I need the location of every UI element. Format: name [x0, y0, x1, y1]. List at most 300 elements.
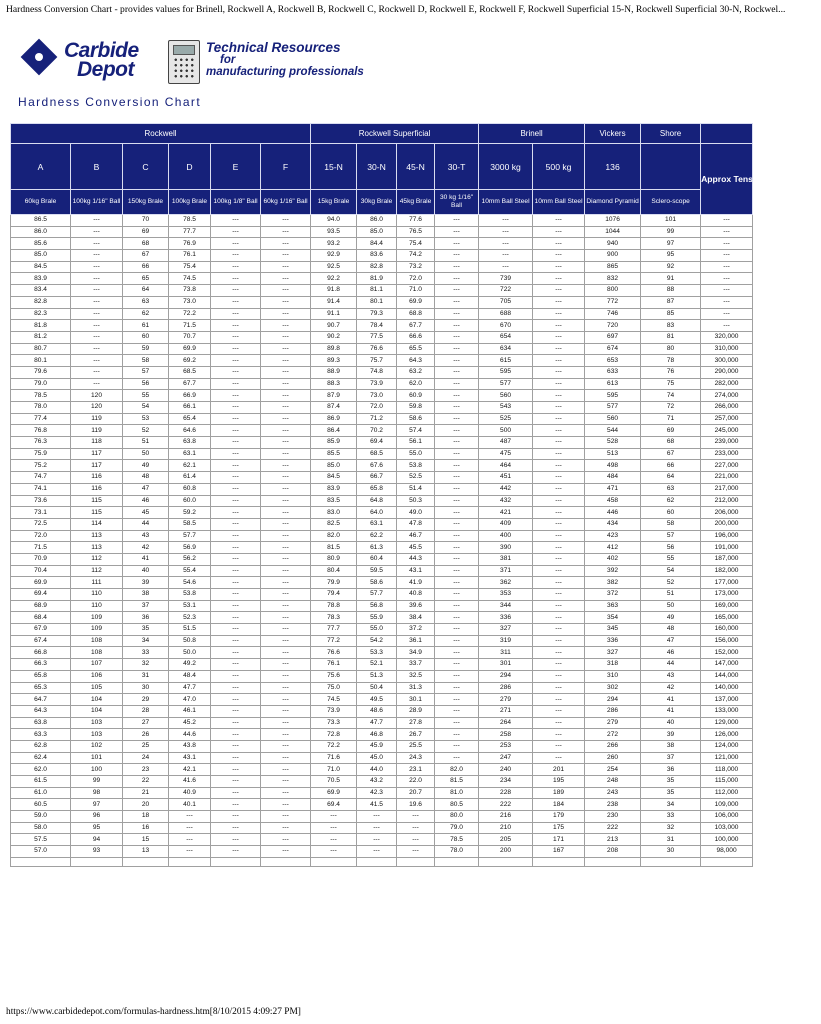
table-cell: --- — [71, 273, 123, 285]
table-cell: --- — [261, 215, 311, 227]
table-cell: 40.9 — [169, 787, 211, 799]
table-cell: --- — [261, 331, 311, 343]
table-cell: 92 — [641, 261, 701, 273]
table-cell: 75.4 — [169, 261, 211, 273]
table-cell: 104 — [71, 705, 123, 717]
table-cell: --- — [261, 647, 311, 659]
table-cell: --- — [435, 238, 479, 250]
scale-header: 3000 kg — [479, 144, 533, 190]
table-cell: --- — [701, 320, 753, 332]
table-cell: 458 — [585, 495, 641, 507]
table-cell: --- — [261, 834, 311, 846]
table-cell: --- — [261, 530, 311, 542]
table-cell: 108 — [71, 635, 123, 647]
table-row — [11, 366, 753, 378]
table-cell: 66 — [123, 261, 169, 273]
table-cell: 93.5 — [311, 226, 357, 238]
technical-resources-banner[interactable] — [206, 42, 364, 78]
table-cell: 86.9 — [311, 413, 357, 425]
table-cell: 62.4 — [11, 752, 71, 764]
table-cell: 66.3 — [11, 659, 71, 671]
table-cell: --- — [435, 624, 479, 636]
table-cell: 336 — [479, 612, 533, 624]
table-cell: 83.0 — [311, 507, 357, 519]
table-cell: 71.2 — [357, 413, 397, 425]
table-cell: --- — [71, 250, 123, 262]
table-cell: --- — [211, 612, 261, 624]
table-cell: 26 — [123, 729, 169, 741]
table-row — [11, 577, 753, 589]
table-cell: 83 — [641, 320, 701, 332]
table-cell: --- — [261, 705, 311, 717]
table-cell: 423 — [585, 530, 641, 542]
table-cell: 103 — [71, 717, 123, 729]
table-cell: --- — [435, 612, 479, 624]
table-cell: 282,000 — [701, 378, 753, 390]
table-cell: 32.5 — [397, 670, 435, 682]
table-cell: 46.1 — [169, 705, 211, 717]
table-cell: 87.4 — [311, 402, 357, 414]
table-cell: 227,000 — [701, 460, 753, 472]
table-cell: 77.7 — [169, 226, 211, 238]
table-cell: 243 — [585, 787, 641, 799]
table-cell: 363 — [585, 600, 641, 612]
scale-header: E — [211, 144, 261, 190]
table-cell: --- — [261, 507, 311, 519]
detail-header: 100kg Brale — [169, 190, 211, 215]
table-cell: 167 — [533, 846, 585, 858]
tensile-strength-header: Approx Tensile Strength (psi) — [701, 144, 753, 215]
table-cell: 45.9 — [357, 740, 397, 752]
table-cell: 228 — [479, 787, 533, 799]
table-cell-blank — [397, 857, 435, 866]
table-row — [11, 425, 753, 437]
table-cell: 217,000 — [701, 483, 753, 495]
table-cell: --- — [533, 250, 585, 262]
table-cell: 83.9 — [11, 273, 71, 285]
table-cell: 52 — [123, 425, 169, 437]
table-cell: 56 — [641, 542, 701, 554]
table-cell: --- — [435, 600, 479, 612]
table-cell: 31 — [123, 670, 169, 682]
table-cell: 82.5 — [311, 518, 357, 530]
table-cell: 46.7 — [397, 530, 435, 542]
table-cell: 48.6 — [357, 705, 397, 717]
table-cell: 133,000 — [701, 705, 753, 717]
table-cell: 111 — [71, 577, 123, 589]
table-cell: --- — [533, 577, 585, 589]
table-cell: 73.9 — [311, 705, 357, 717]
table-cell: --- — [435, 390, 479, 402]
table-cell: --- — [211, 366, 261, 378]
table-row — [11, 238, 753, 250]
table-cell: 47.7 — [169, 682, 211, 694]
table-cell: 254 — [585, 764, 641, 776]
table-cell: 434 — [585, 518, 641, 530]
table-cell: 77.5 — [357, 331, 397, 343]
table-cell: --- — [211, 600, 261, 612]
table-cell: --- — [533, 530, 585, 542]
table-cell: 45 — [123, 507, 169, 519]
table-cell: 82.0 — [435, 764, 479, 776]
table-cell: --- — [533, 565, 585, 577]
table-cell: 85.5 — [311, 448, 357, 460]
table-row — [11, 355, 753, 367]
table-cell: 86.0 — [357, 215, 397, 227]
table-cell: 865 — [585, 261, 641, 273]
table-cell: 60.0 — [169, 495, 211, 507]
table-cell: --- — [261, 682, 311, 694]
detail-header: 60kg Brale — [11, 190, 71, 215]
page-footer-url[interactable]: https://www.carbidedepot.com/formulas-hardness.htm[8/10/2015 4:09:27 PM] — [6, 1007, 301, 1017]
table-cell: 484 — [585, 472, 641, 484]
table-cell: 94.0 — [311, 215, 357, 227]
table-cell: 238 — [585, 799, 641, 811]
table-cell: --- — [435, 226, 479, 238]
group-header-rockwell: Rockwell — [11, 124, 311, 144]
table-cell: 22 — [123, 776, 169, 788]
table-cell: 86.0 — [11, 226, 71, 238]
table-cell: --- — [435, 448, 479, 460]
table-cell: --- — [479, 215, 533, 227]
table-cell: 84.5 — [311, 472, 357, 484]
table-cell: 560 — [479, 390, 533, 402]
table-cell: --- — [533, 308, 585, 320]
scale-header: F — [261, 144, 311, 190]
table-cell: --- — [211, 448, 261, 460]
table-cell: 41.9 — [397, 577, 435, 589]
table-cell: 327 — [479, 624, 533, 636]
table-cell: 66.6 — [397, 331, 435, 343]
table-cell: 75.2 — [11, 460, 71, 472]
table-cell: 63.2 — [397, 366, 435, 378]
table-cell: --- — [261, 822, 311, 834]
table-cell: 49.5 — [357, 694, 397, 706]
table-cell: 110 — [71, 600, 123, 612]
table-cell: 234 — [479, 776, 533, 788]
table-cell: --- — [261, 402, 311, 414]
table-cell: --- — [261, 729, 311, 741]
table-cell: --- — [211, 822, 261, 834]
table-cell: 66.9 — [169, 390, 211, 402]
table-cell: --- — [435, 752, 479, 764]
table-cell: 475 — [479, 448, 533, 460]
table-row — [11, 553, 753, 565]
table-cell: --- — [211, 331, 261, 343]
table-cell: 44 — [123, 518, 169, 530]
table-cell: 49.0 — [397, 507, 435, 519]
table-row — [11, 624, 753, 636]
table-cell: --- — [211, 764, 261, 776]
table-cell: 33.7 — [397, 659, 435, 671]
table-cell: --- — [533, 366, 585, 378]
table-cell: 77.4 — [11, 413, 71, 425]
table-cell-blank — [311, 857, 357, 866]
table-row — [11, 705, 753, 717]
table-cell: --- — [357, 822, 397, 834]
table-row — [11, 285, 753, 297]
table-row — [11, 472, 753, 484]
table-cell: 72.5 — [11, 518, 71, 530]
table-cell: 353 — [479, 589, 533, 601]
table-cell: 38.4 — [397, 612, 435, 624]
table-cell: --- — [211, 694, 261, 706]
table-cell: 36.1 — [397, 635, 435, 647]
table-cell: 165,000 — [701, 612, 753, 624]
table-cell: 85.9 — [311, 437, 357, 449]
table-cell: 200 — [479, 846, 533, 858]
table-cell: 101 — [71, 752, 123, 764]
table-cell: 32 — [641, 822, 701, 834]
table-cell: --- — [435, 705, 479, 717]
table-cell: 51.5 — [169, 624, 211, 636]
table-cell: 179 — [533, 811, 585, 823]
table-cell: --- — [435, 472, 479, 484]
table-cell: --- — [261, 600, 311, 612]
table-cell: --- — [533, 705, 585, 717]
table-cell: 108 — [71, 647, 123, 659]
table-cell: --- — [701, 261, 753, 273]
table-cell-blank — [641, 857, 701, 866]
table-cell: 88.9 — [311, 366, 357, 378]
table-cell: 52.1 — [357, 659, 397, 671]
table-cell-blank — [11, 857, 71, 866]
table-cell: 112,000 — [701, 787, 753, 799]
detail-header: Diamond Pyramid — [585, 190, 641, 215]
table-cell: --- — [533, 261, 585, 273]
table-cell: 110 — [71, 589, 123, 601]
table-cell: 84.5 — [11, 261, 71, 273]
table-cell: --- — [479, 226, 533, 238]
table-cell: 49.2 — [169, 659, 211, 671]
table-cell: 121,000 — [701, 752, 753, 764]
table-cell: 371 — [479, 565, 533, 577]
table-cell: 67.4 — [11, 635, 71, 647]
table-cell: --- — [211, 483, 261, 495]
table-cell: 67 — [641, 448, 701, 460]
table-cell: --- — [701, 215, 753, 227]
table-row — [11, 273, 753, 285]
table-cell: 258 — [479, 729, 533, 741]
table-cell: 79.9 — [311, 577, 357, 589]
table-cell: --- — [211, 565, 261, 577]
table-row — [11, 635, 753, 647]
table-cell: 64.3 — [397, 355, 435, 367]
table-cell: 1044 — [585, 226, 641, 238]
table-cell: 109 — [71, 624, 123, 636]
table-cell: 286 — [585, 705, 641, 717]
table-row — [11, 507, 753, 519]
table-cell: 42.3 — [357, 787, 397, 799]
table-cell: --- — [211, 308, 261, 320]
table-cell: 72 — [641, 402, 701, 414]
table-cell: 120 — [71, 402, 123, 414]
table-cell: 212,000 — [701, 495, 753, 507]
table-cell: 81.5 — [311, 542, 357, 554]
table-cell: --- — [533, 285, 585, 297]
table-cell: --- — [261, 635, 311, 647]
table-cell: --- — [533, 355, 585, 367]
table-row — [11, 752, 753, 764]
table-cell: 222 — [585, 822, 641, 834]
table-cell: --- — [211, 705, 261, 717]
table-cell: 35 — [641, 787, 701, 799]
table-cell: --- — [533, 402, 585, 414]
detail-header: 30 kg 1/16" Ball — [435, 190, 479, 215]
table-cell: 670 — [479, 320, 533, 332]
scale-header: B — [71, 144, 123, 190]
table-row — [11, 764, 753, 776]
table-cell: --- — [533, 460, 585, 472]
table-cell: --- — [479, 238, 533, 250]
table-cell: 73.9 — [357, 378, 397, 390]
table-cell: 80 — [641, 343, 701, 355]
table-cell: --- — [211, 542, 261, 554]
table-cell: 543 — [479, 402, 533, 414]
table-cell: 68.8 — [397, 308, 435, 320]
table-cell: 75.6 — [311, 670, 357, 682]
table-cell: --- — [71, 285, 123, 297]
table-cell: --- — [479, 250, 533, 262]
table-cell: --- — [71, 226, 123, 238]
table-row — [11, 811, 753, 823]
table-cell: --- — [211, 285, 261, 297]
table-cell: 68 — [641, 437, 701, 449]
table-cell: 187,000 — [701, 553, 753, 565]
table-cell: --- — [357, 811, 397, 823]
table-cell: 58.6 — [357, 577, 397, 589]
table-cell: 400 — [479, 530, 533, 542]
table-cell: 40 — [641, 717, 701, 729]
table-cell: 76.5 — [397, 226, 435, 238]
table-cell: 279 — [585, 717, 641, 729]
table-cell: --- — [533, 553, 585, 565]
table-cell: 66.7 — [357, 472, 397, 484]
table-cell: 222 — [479, 799, 533, 811]
table-cell: 62 — [641, 495, 701, 507]
table-cell: 345 — [585, 624, 641, 636]
carbide-depot-logo[interactable] — [24, 40, 174, 80]
table-cell: --- — [533, 320, 585, 332]
table-cell: 78.0 — [435, 846, 479, 858]
table-cell: 103,000 — [701, 822, 753, 834]
table-cell: 73.8 — [169, 285, 211, 297]
table-cell: 101 — [641, 215, 701, 227]
table-cell: 279 — [479, 694, 533, 706]
table-cell: 113 — [71, 542, 123, 554]
table-cell: 260 — [585, 752, 641, 764]
table-cell: 80.5 — [435, 799, 479, 811]
table-cell: 72.2 — [169, 308, 211, 320]
table-cell: 230 — [585, 811, 641, 823]
table-cell: 105 — [71, 682, 123, 694]
tech-line1: Technical Resources — [206, 40, 341, 55]
table-cell: 109,000 — [701, 799, 753, 811]
table-cell: 62.0 — [11, 764, 71, 776]
table-cell: 674 — [585, 343, 641, 355]
detail-header: 100kg 1/16" Ball — [71, 190, 123, 215]
table-cell: 39 — [123, 577, 169, 589]
table-cell: --- — [71, 366, 123, 378]
table-cell: 210 — [479, 822, 533, 834]
table-cell: 697 — [585, 331, 641, 343]
table-row — [11, 390, 753, 402]
table-cell: --- — [71, 378, 123, 390]
table-cell: 91.8 — [311, 285, 357, 297]
table-cell: 63.8 — [11, 717, 71, 729]
table-cell: --- — [435, 355, 479, 367]
table-cell: 705 — [479, 296, 533, 308]
table-cell: 739 — [479, 273, 533, 285]
table-cell: 70.9 — [11, 553, 71, 565]
table-cell: 95 — [71, 822, 123, 834]
table-cell: --- — [211, 553, 261, 565]
table-cell: 362 — [479, 577, 533, 589]
table-cell: 300,000 — [701, 355, 753, 367]
table-cell: --- — [435, 740, 479, 752]
table-cell: 44.3 — [397, 553, 435, 565]
table-cell: 184 — [533, 799, 585, 811]
table-cell: --- — [211, 215, 261, 227]
table-cell: 76.1 — [311, 659, 357, 671]
table-cell: 24 — [123, 752, 169, 764]
scale-header: A — [11, 144, 71, 190]
table-cell: --- — [71, 296, 123, 308]
table-cell: 18 — [123, 811, 169, 823]
table-row — [11, 518, 753, 530]
table-cell: 68.5 — [357, 448, 397, 460]
table-cell: 294 — [479, 670, 533, 682]
logo-diamond-icon — [21, 39, 58, 76]
table-row — [11, 799, 753, 811]
table-cell: 382 — [585, 577, 641, 589]
table-cell: 82.8 — [357, 261, 397, 273]
table-cell: 33 — [123, 647, 169, 659]
table-cell: --- — [261, 448, 311, 460]
table-cell: 24.3 — [397, 752, 435, 764]
table-cell: 195 — [533, 776, 585, 788]
table-cell: 69.4 — [357, 437, 397, 449]
table-cell: --- — [211, 670, 261, 682]
table-cell: 78 — [641, 355, 701, 367]
table-cell: --- — [533, 542, 585, 554]
table-cell: 63.1 — [357, 518, 397, 530]
table-cell: 310 — [585, 670, 641, 682]
table-cell: 129,000 — [701, 717, 753, 729]
table-cell: 75.9 — [11, 448, 71, 460]
table-row — [11, 659, 753, 671]
table-cell: 35 — [123, 624, 169, 636]
table-cell: 177,000 — [701, 577, 753, 589]
table-cell: 70.5 — [311, 776, 357, 788]
detail-header: 10mm Ball Steel — [533, 190, 585, 215]
table-cell: 169,000 — [701, 600, 753, 612]
table-cell: --- — [357, 846, 397, 858]
table-cell: 41 — [641, 705, 701, 717]
table-cell: 266 — [585, 740, 641, 752]
table-row — [11, 226, 753, 238]
table-cell: 69.4 — [311, 799, 357, 811]
table-cell: 92.2 — [311, 273, 357, 285]
table-cell: --- — [533, 507, 585, 519]
table-cell: --- — [261, 238, 311, 250]
table-cell: --- — [211, 589, 261, 601]
table-cell: --- — [435, 565, 479, 577]
table-cell: 91.1 — [311, 308, 357, 320]
table-row — [11, 343, 753, 355]
table-cell: 69.2 — [169, 355, 211, 367]
table-cell: --- — [435, 553, 479, 565]
